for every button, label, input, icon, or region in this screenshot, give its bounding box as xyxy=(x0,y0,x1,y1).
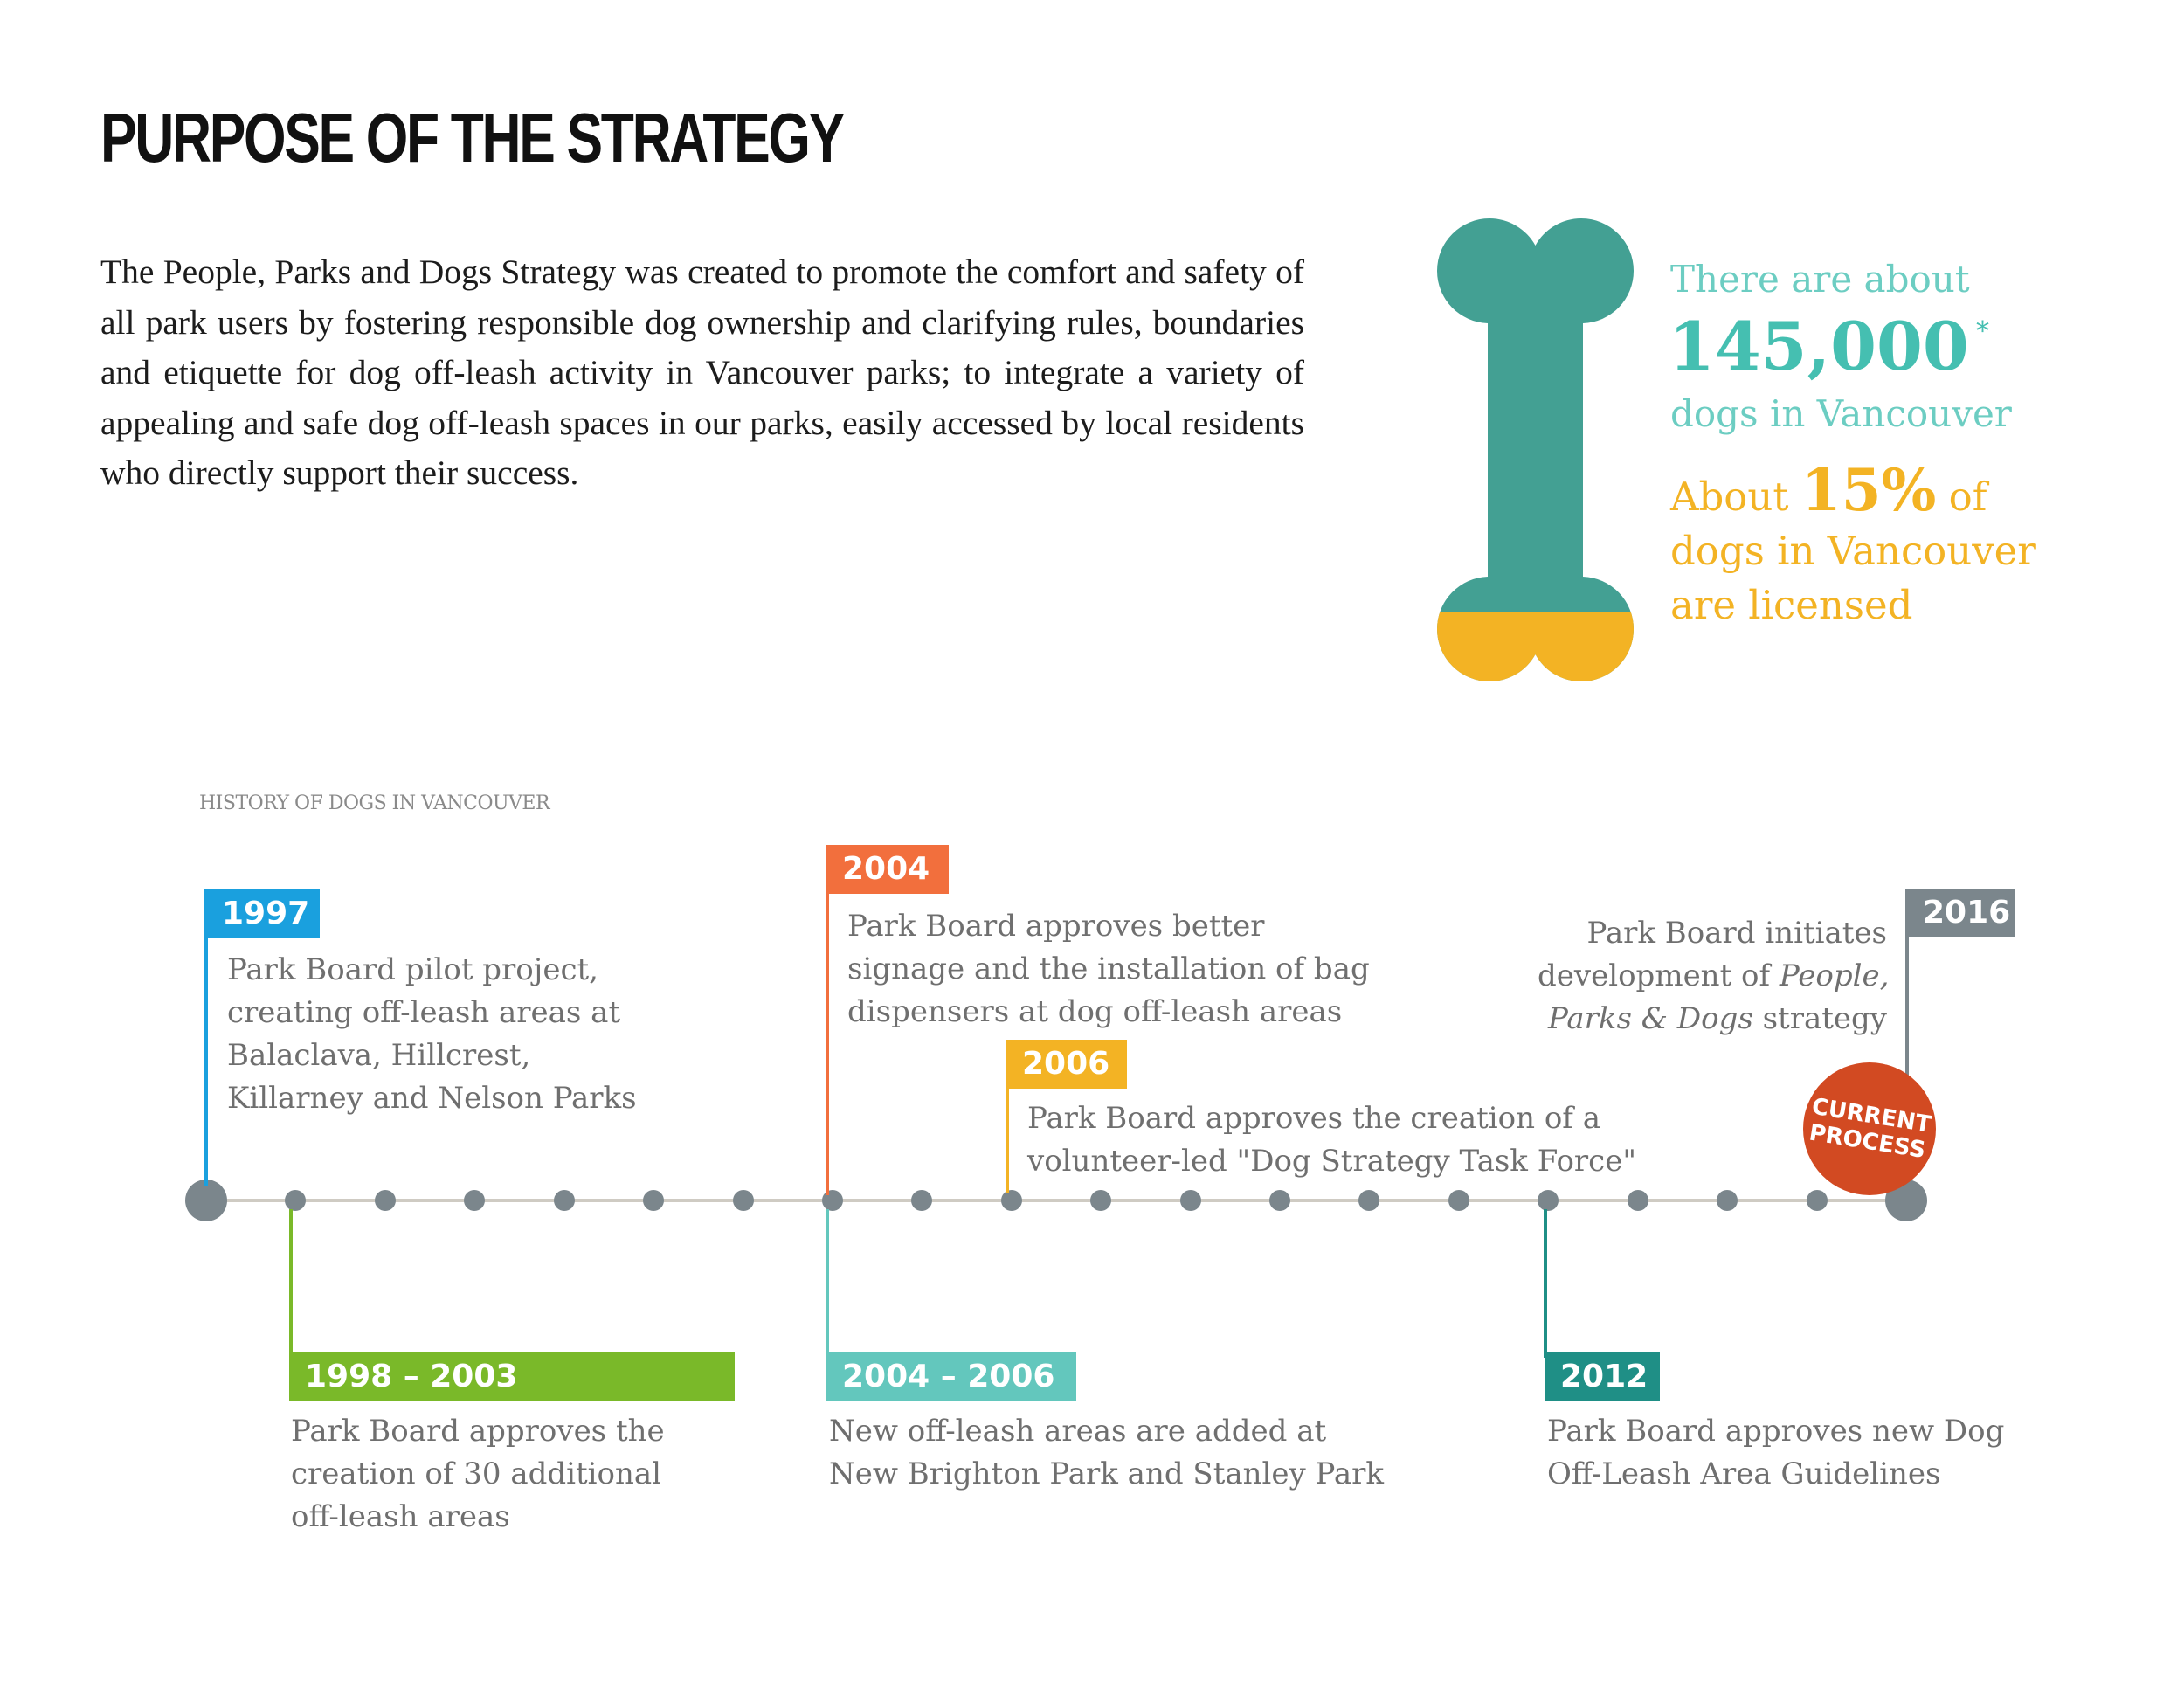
current-process-badge xyxy=(1803,1062,1936,1195)
licensed-prefix: About xyxy=(1670,474,1789,520)
timeline-dot xyxy=(1628,1190,1648,1211)
event-1997 xyxy=(227,949,637,1120)
event-1998-2003-line: Park Board approves the xyxy=(291,1414,665,1449)
timeline-dot xyxy=(733,1190,754,1211)
event-2004-2006-line: New Brighton Park and Stanley Park xyxy=(829,1456,1385,1491)
event-2004-2006-line: New off-leash areas are added at xyxy=(829,1414,1327,1449)
timeline-dot xyxy=(1001,1190,1022,1211)
dogs-count-suffix: dogs in Vancouver xyxy=(1670,392,2012,435)
event-1998-2003 xyxy=(291,1410,665,1539)
event-1998-2003-line: creation of 30 additional xyxy=(291,1456,662,1491)
stem-2004 xyxy=(826,846,829,1195)
timeline-dot xyxy=(285,1190,306,1211)
timeline-dot xyxy=(1717,1190,1738,1211)
year-tag-2012: 2012 xyxy=(1545,1352,1660,1401)
timeline-dot xyxy=(375,1190,396,1211)
page-title: PURPOSE OF THE STRATEGY xyxy=(100,99,843,176)
licensed-line-3: are licensed xyxy=(1670,582,1913,628)
licensed-of: of xyxy=(1948,474,1987,520)
dogs-count-number: 145,000 xyxy=(1669,308,1969,385)
timeline-dot xyxy=(1358,1190,1379,1211)
event-2006-line: volunteer-led "Dog Strategy Task Force" xyxy=(1027,1144,1636,1179)
licensed-percentage: 15% xyxy=(1800,456,1937,524)
bone-licensed-fill xyxy=(1437,612,1634,681)
event-2004-line: Park Board approves better xyxy=(847,909,1265,944)
event-2006-line: Park Board approves the creation of a xyxy=(1027,1101,1600,1136)
event-2016-line xyxy=(1538,998,1887,1041)
event-2004-line: signage and the installation of bag xyxy=(847,951,1370,986)
timeline-dot xyxy=(1448,1190,1469,1211)
event-2016-line: Park Board initiates xyxy=(1586,916,1887,951)
timeline-label: HISTORY OF DOGS IN VANCOUVER xyxy=(199,792,550,814)
event-2012-line: Off-Leash Area Guidelines xyxy=(1547,1456,1941,1491)
dogs-count-intro: There are about xyxy=(1670,258,1970,301)
intro-paragraph: The People, Parks and Dogs Strategy was created to promote the comfort and safety of all park users by fostering responsible dog ownership and clarifying rules, boundaries and etiquette for dog off-leash activity in Vancouver parks; to integrate a variety of appealing and safe dog off-leash spaces in our parks, easily accessed by local residents who directly support their success. xyxy=(100,253,1304,492)
licensed-line-2: dogs in Vancouver xyxy=(1670,528,2036,574)
event-2016 xyxy=(1538,912,1890,1041)
event-2012-line: Park Board approves new Dog xyxy=(1547,1414,2005,1449)
event-2016-text: development of xyxy=(1538,958,1780,993)
licensed-stat xyxy=(1670,456,2036,633)
year-tag-1997: 1997 xyxy=(206,889,320,938)
timeline-dot xyxy=(554,1190,575,1211)
event-1998-2003-line: off-leash areas xyxy=(291,1499,510,1534)
event-2016-strategy-name: Parks & Dogs xyxy=(1548,1001,1753,1036)
event-2004 xyxy=(847,905,1370,1034)
timeline-dot xyxy=(911,1190,932,1211)
timeline-dot xyxy=(643,1190,664,1211)
event-1997-line: Killarney and Nelson Parks xyxy=(227,1081,637,1116)
event-2016-text: strategy xyxy=(1752,1001,1887,1036)
timeline-dot xyxy=(1090,1190,1111,1211)
event-1997-line: creating off-leash areas at xyxy=(227,995,621,1030)
timeline-dot xyxy=(1180,1190,1201,1211)
event-2016-strategy-name: People, xyxy=(1779,958,1890,993)
event-1997-line: Park Board pilot project, xyxy=(227,952,598,987)
current-process-label: CURRENT PROCESS xyxy=(1807,1093,1933,1165)
year-tag-1998-2003: 1998 – 2003 xyxy=(289,1352,735,1401)
stem-1998-2003 xyxy=(289,1209,293,1358)
event-2016-line xyxy=(1538,955,1890,998)
event-2004-2006 xyxy=(829,1410,1384,1496)
timeline-dot xyxy=(1807,1190,1828,1211)
year-tag-2004-2006: 2004 – 2006 xyxy=(826,1352,1076,1401)
event-2004-line: dispensers at dog off-leash areas xyxy=(847,994,1343,1029)
year-tag-2004: 2004 xyxy=(826,845,949,894)
event-1997-line: Balaclava, Hillcrest, xyxy=(227,1038,531,1073)
year-tag-2016: 2016 xyxy=(1907,889,2015,937)
stem-2012 xyxy=(1544,1209,1547,1358)
event-2012 xyxy=(1547,1410,2004,1496)
year-tag-2006: 2006 xyxy=(1006,1040,1127,1089)
dog-bone-graphic xyxy=(1437,218,1634,681)
timeline-dot xyxy=(1538,1190,1559,1211)
timeline-dot xyxy=(464,1190,485,1211)
event-2006 xyxy=(1027,1097,1636,1183)
dogs-count-asterisk: * xyxy=(1976,316,1989,347)
timeline-dot xyxy=(1269,1190,1290,1211)
stem-2004-2006 xyxy=(826,1209,829,1358)
